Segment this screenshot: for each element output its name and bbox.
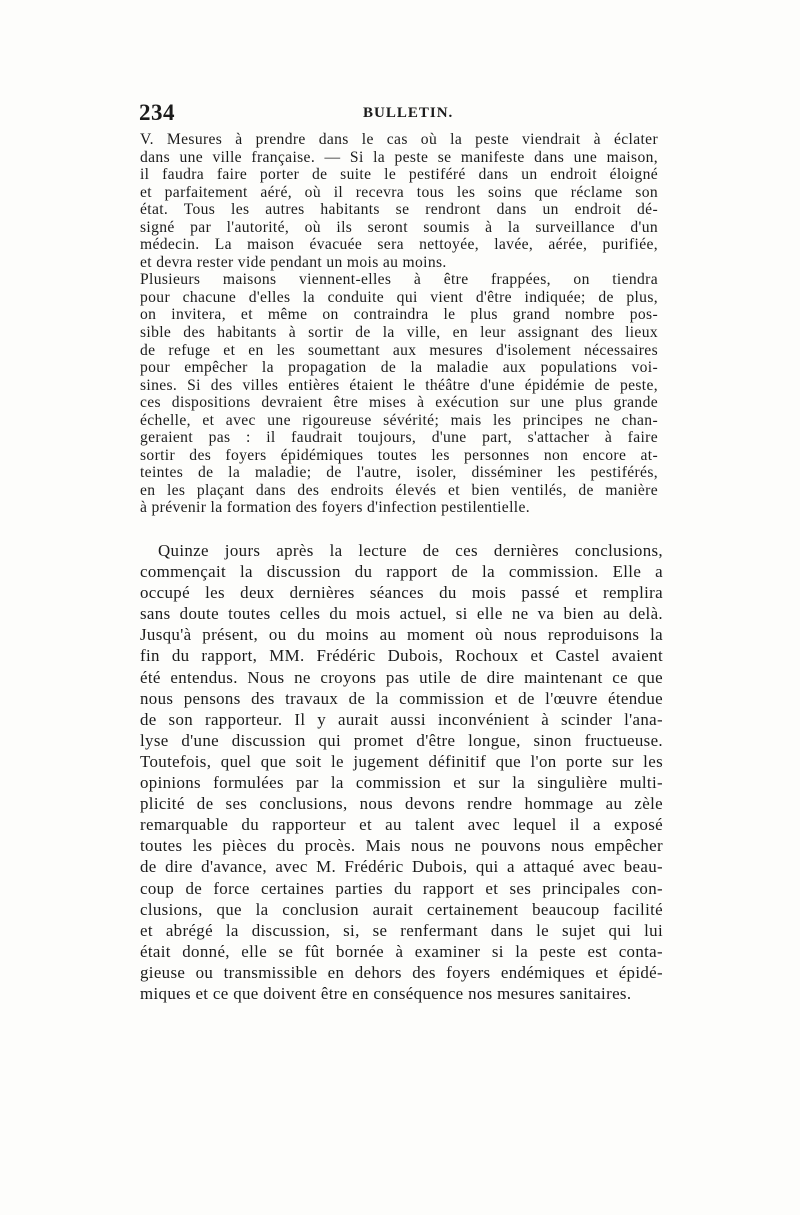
text-line: fin du rapport, MM. Frédéric Dubois, Rochoux et Castel avaient [140, 646, 663, 666]
text-line: occupé les deux dernières séances du mois passé et remplira [140, 583, 663, 603]
text-line: miques et ce que doivent être en conséquence nos mesures sanitaires. [140, 983, 632, 1003]
text-line: de refuge et en les soumettant aux mesures d'isolement nécessaires [140, 341, 658, 359]
text-line: toutes les pièces du procès. Mais nous ne pouvons nous empêcher [140, 836, 663, 856]
text-line: opinions formulées par la commission et sur la singulière multi- [140, 773, 663, 793]
text-line: sines. Si des villes entières étaient le théâtre d'une épidémie de peste, [140, 376, 658, 394]
text-line: signé par l'autorité, où ils seront soumis à la surveillance d'un [140, 218, 658, 236]
text-line: Jusqu'à présent, ou du moins au moment où nous reproduisons la [140, 625, 663, 645]
text-line: été entendus. Nous ne croyons pas utile de dire maintenant ce que [140, 667, 663, 687]
text-line: clusions, que la conclusion aurait certainement beaucoup facilité [140, 899, 663, 919]
text-line: dans une ville française. — Si la peste se manifeste dans une maison, [140, 148, 658, 166]
text-line: teintes de la maladie; de l'autre, isoler, disséminer les pestiférés, [140, 464, 658, 482]
text-line: sible des habitants à sortir de la ville, en leur assignant des lieux [140, 324, 658, 342]
text-line: nous pensons des travaux de la commission et de l'œuvre étendue [140, 688, 663, 708]
text-line: coup de force certaines parties du rapport et ses principales con- [140, 878, 663, 898]
text-line: pour empêcher la propagation de la maladie aux populations voi- [140, 359, 658, 377]
text-line: V. Mesures à prendre dans le cas où la peste viendrait à éclater [140, 131, 658, 148]
text-line: état. Tous les autres habitants se rendront dans un endroit dé- [140, 201, 658, 219]
text-line: ces dispositions devraient être mises à exécution sur une plus grande [140, 394, 658, 412]
text-line: Plusieurs maisons viennent-elles à être frappées, on tiendra [140, 271, 658, 289]
page-number: 234 [139, 100, 175, 125]
text-line: à prévenir la formation des foyers d'infection pestilentielle. [140, 499, 530, 517]
text-line: sans doute toutes celles du mois actuel, si elle ne va bien au delà. [140, 604, 663, 624]
text-line: en les plaçant dans des endroits élevés et bien ventilés, de manière [140, 481, 658, 499]
text-line: était donné, elle se fût bornée à examiner si la peste est conta- [140, 941, 663, 961]
text-line: Quinze jours après la lecture de ces dernières conclusions, [158, 541, 663, 560]
text-line: et abrégé la discussion, si, se renfermant dans le sujet qui lui [140, 920, 663, 940]
text-line: remarquable du rapporteur et au talent avec lequel il a exposé [140, 815, 663, 835]
running-title: BULLETIN. [363, 105, 454, 121]
text-line: geraient pas : il faudrait toujours, d'une part, s'attacher à faire [140, 429, 658, 447]
section-v-measures [140, 131, 658, 517]
text-line: on invitera, et même on contraindra le plus grand nombre pos- [140, 306, 658, 324]
text-line: gieuse ou transmissible en dehors des foyers endémiques et épidé- [140, 962, 663, 982]
text-line: sortir des foyers épidémiques toutes les personnes non encore at- [140, 446, 658, 464]
text-line: et devra rester vide pendant un mois au moins. [140, 253, 447, 271]
text-line: lyse d'une discussion qui promet d'être longue, sinon fructueuse. [140, 730, 663, 750]
text-line: échelle, et avec une rigoureuse sévérité; mais les principes ne chan- [140, 411, 658, 429]
text-line: plicité de ses conclusions, nous devons rendre hommage au zèle [140, 794, 663, 814]
text-line: de dire d'avance, avec M. Frédéric Dubois, qui a attaqué avec beau- [140, 857, 663, 877]
text-line: commençait la discussion du rapport de la commission. Elle a [140, 562, 663, 582]
text-line: Toutefois, quel que soit le jugement définitif que l'on porte sur les [140, 751, 663, 771]
discussion-paragraph [140, 540, 663, 1004]
text-line: et parfaitement aéré, où il recevra tous les soins que réclame son [140, 183, 658, 201]
text-line: il faudra faire porter de suite le pestiféré dans un endroit éloigné [140, 166, 658, 184]
running-head [139, 100, 665, 126]
text-line: de son rapporteur. Il y aurait aussi inconvénient à scinder l'ana- [140, 709, 663, 729]
text-line: médecin. La maison évacuée sera nettoyée, lavée, aérée, purifiée, [140, 236, 658, 254]
text-line: pour chacune d'elles la conduite qui vient d'être indiquée; de plus, [140, 288, 658, 306]
